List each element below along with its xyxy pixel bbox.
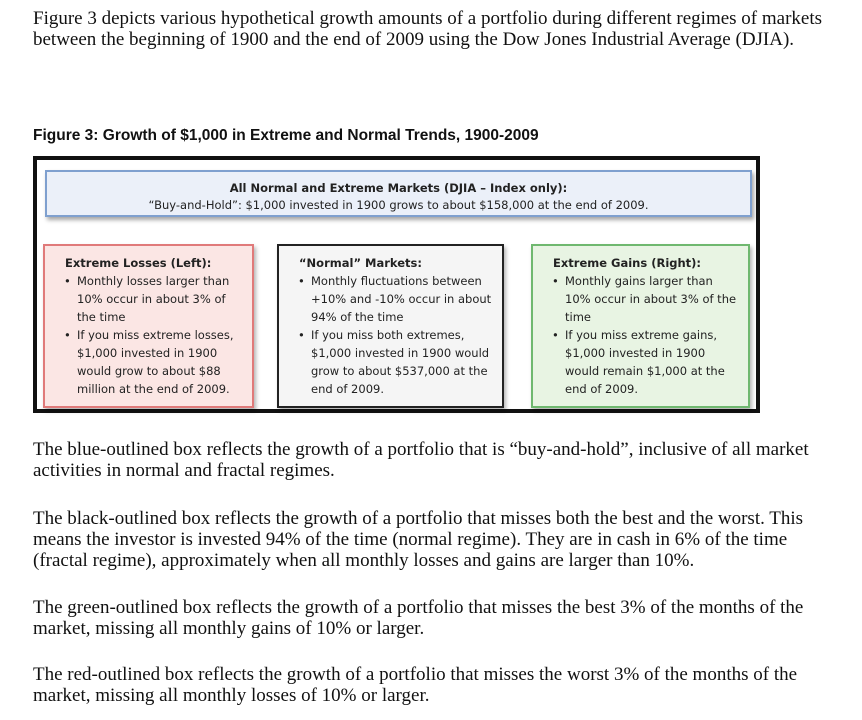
figure-frame (33, 156, 760, 413)
list-item: • Monthly fluctuations between +10% and -10% occur in about 94% of the time (311, 272, 496, 326)
black-box-paragraph: The black-outlined box reflects the growth of a portfolio that misses both the best and the worst. This means the investor is invested 94% of the time (normal regime). They are in cash in 6% of the time (fractal regime), approximately when all monthly losses and gains are larger than 10%. (33, 508, 804, 571)
all-markets-text: “Buy-and-Hold”: $1,000 invested in 1900 grows to about $158,000 at the end of 2009. (148, 198, 649, 212)
extreme-losses-box (43, 244, 254, 408)
intro-paragraph: Figure 3 depicts various hypothetical growth amounts of a portfolio during different regimes of markets between the beginning of 1900 and the end of 2009 using the Dow Jones Industrial Average (DJIA). (33, 8, 823, 50)
all-markets-heading: All Normal and Extreme Markets (DJIA – Index only): (229, 181, 568, 195)
list-item: • If you miss extreme gains, $1,000 invested in 1900 would remain $1,000 at the end of 2009. (565, 326, 742, 398)
figure-title: Figure 3: Growth of $1,000 in Extreme and Normal Trends, 1900-2009 (33, 127, 539, 144)
green-box-paragraph: The green-outlined box reflects the growth of a portfolio that misses the best 3% of the months of the market, missing all monthly gains of 10% or larger. (33, 597, 804, 639)
all-markets-box (45, 170, 752, 217)
normal-markets-box (277, 244, 504, 408)
list-item: • If you miss both extremes, $1,000 invested in 1900 would grow to about $537,000 at the end of 2009. (311, 326, 496, 398)
extreme-gains-heading: Extreme Gains (Right): (553, 256, 702, 270)
extreme-losses-list (65, 272, 246, 398)
normal-markets-list (299, 272, 496, 398)
extreme-losses-heading: Extreme Losses (Left): (65, 256, 212, 270)
extreme-gains-list (553, 272, 742, 398)
list-item: • Monthly gains larger than 10% occur in about 3% of the time (565, 272, 742, 326)
extreme-gains-box (531, 244, 750, 408)
list-item: • Monthly losses larger than 10% occur in about 3% of the time (77, 272, 246, 326)
blue-box-paragraph: The blue-outlined box reflects the growth of a portfolio that is “buy-and-hold”, inclusive of all market activities in normal and fractal regimes. (33, 439, 809, 481)
red-box-paragraph: The red-outlined box reflects the growth of a portfolio that misses the worst 3% of the months of the market, missing all monthly losses of 10% or larger. (33, 664, 798, 706)
normal-markets-heading: “Normal” Markets: (299, 256, 422, 270)
list-item: • If you miss extreme losses, $1,000 invested in 1900 would grow to about $88 million at the end of 2009. (77, 326, 246, 398)
